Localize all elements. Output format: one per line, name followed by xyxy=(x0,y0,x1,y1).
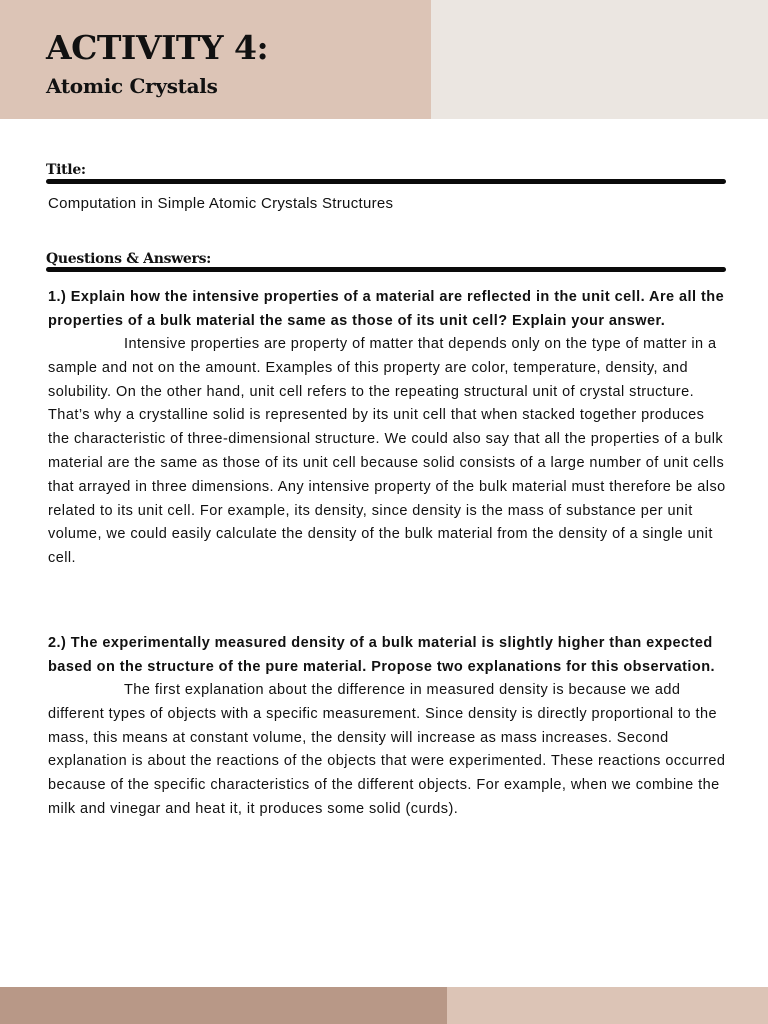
qa-label: Questions & Answers: xyxy=(46,251,212,267)
question-2: 2.) The experimentally measured density of a bulk material is slightly higher than expected based on the structure of the pure material. Propose two explanations for this observation. xyxy=(48,635,715,675)
activity-title: ACTIVITY 4: xyxy=(46,28,269,67)
title-text: Computation in Simple Atomic Crystals Structures xyxy=(48,195,394,212)
qa-divider xyxy=(46,267,726,272)
header-band-right xyxy=(431,0,768,119)
activity-subtitle: Atomic Crystals xyxy=(46,74,218,98)
footer-band-left xyxy=(0,987,447,1024)
qa-item-2 xyxy=(48,632,728,822)
footer-band-right xyxy=(447,987,768,1024)
qa-item-1 xyxy=(48,286,728,571)
question-1: 1.) Explain how the intensive properties of a material are reflected in the unit cell. Are all the properties of a bulk material the same as those of its unit cell? Explain your answer. xyxy=(48,289,725,329)
answer-2: The first explanation about the difference in measured density is because we add different types of objects with a specific measurement. Since density is directly proportional to the mass, this means at constant volume, the density will increase as mass increases. Second explanation is about the reactions of the objects that were experimented. These reactions occurred because of the specific characteristics of the different objects. For example, when we combine the milk and vinegar and heat it, it produces some solid (curds). xyxy=(48,682,726,817)
answer-1: Intensive properties are property of matter that depends only on the type of matter in a sample and not on the amount. Examples of this property are color, temperature, density, and solubility. On the other hand, unit cell refers to the repeating structural unit of crystal structure. That’s why a crystalline solid is represented by its unit cell that when stacked together produces the characteristic of three-dimensional structure. We could also say that all the properties of a bulk material are the same as those of its unit cell because solid consists of a large number of unit cells that arrayed in three dimensions. Any intensive property of the bulk material must therefore be also related to its unit cell. For example, its density, since density is the mass of substance per unit volume, we could easily calculate the density of the bulk material from the density of a single unit cell. xyxy=(48,336,726,567)
title-label: Title: xyxy=(46,162,86,178)
title-divider xyxy=(46,179,726,184)
